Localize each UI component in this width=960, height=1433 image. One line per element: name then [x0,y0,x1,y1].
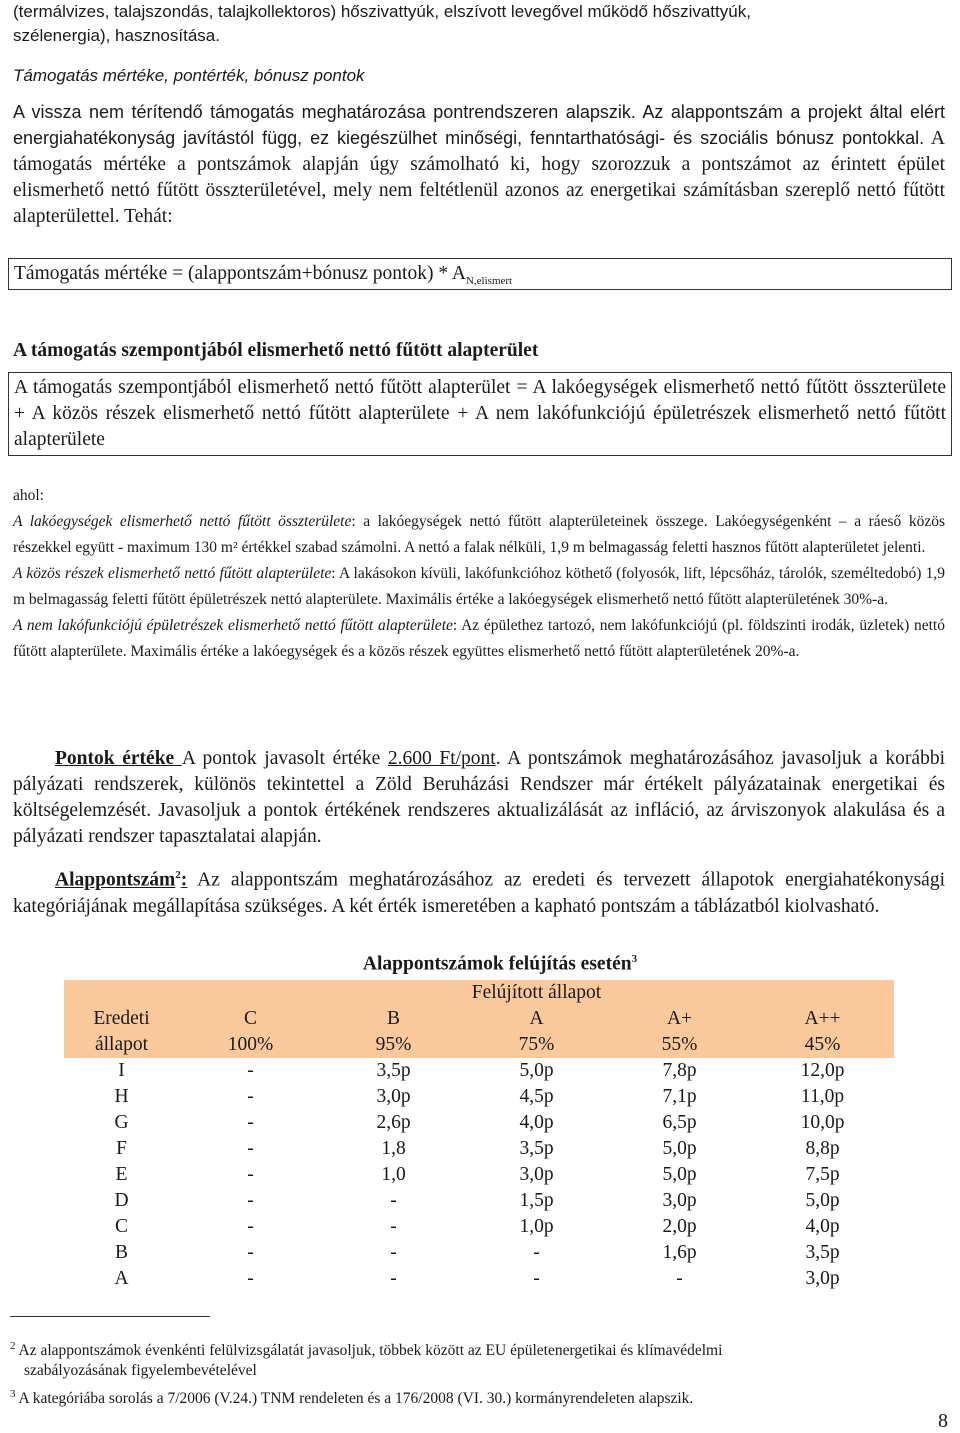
table-row-header-2: állapot [94,1034,149,1055]
table-cell: - [247,1164,254,1185]
table-col-header: A+ [666,1008,693,1029]
pontok-text-a: A pontok javasolt értéke [181,748,388,769]
table-cell: 11,0p [800,1086,845,1107]
alappontszam-colon: : [180,869,188,891]
table-cell: - [390,1216,397,1237]
table-title [0,953,960,976]
pontok-paragraph [13,746,945,850]
table-cell: - [247,1086,254,1107]
table-header-row-1 [64,980,894,1006]
table-cell: 12,0p [800,1060,845,1081]
table-row-category: D [114,1190,129,1211]
formula-box [8,258,952,290]
footnote-2-line-1: Az alappontszámok évenkénti felülvizsgálatát javasoljuk, többek között az EU épületenergetikai és klímavédelmi [18,1342,723,1360]
section-heading-alapterulet: A támogatás szempontjából elismerhető nettó fűtött alapterület [13,340,539,361]
table-cell: 1,6p [662,1242,697,1263]
footnote-2-line-2: szabályozásának figyelembevételével [24,1362,257,1380]
alappontszam-table [64,980,894,1292]
definition-1-term: A lakóegységek elismerhető nettó fűtött összterülete [13,513,352,530]
table-col-header: B [386,1008,400,1029]
formula-text: Támogatás mértéke = (alappontszám+bónusz pontok) * A [14,263,466,284]
table-percent: 75% [518,1034,555,1055]
alappontszam-footnote-ref: 2 [175,869,181,881]
pontok-label: Pontok értéke [55,748,182,769]
definitions-block [13,483,945,665]
table-row-category: G [114,1112,129,1133]
footnote-3-mark: 3 [10,1388,16,1400]
pontok-text-b: . A pontszámok meghatározásához javasoljuk a korábbi pályázati rendszerek, különös tekintettel a Zöld Beruházási Rendszer már értékelt pályázatainak energetikai és költségelemzését. Javasoljuk a pontok értékének rendszeres aktualizálását az infláció, az árviszonyok alakulása és a pályázati rendszer tapasztalatai alapján. [13,748,945,847]
table-row-category: B [114,1242,128,1263]
section-title-tamogatas: Támogatás mértéke, pontérték, bónusz pontok [13,66,365,85]
table-cell: 1,0 [381,1164,406,1185]
table-percent: 45% [804,1034,841,1055]
table-cell: - [247,1190,254,1211]
table-cell: 1,5p [519,1190,554,1211]
pontok-value: 2.600 Ft/pont [387,748,496,769]
table-row [64,1110,894,1136]
table-cell: - [247,1112,254,1133]
footnote-2-mark: 2 [10,1340,16,1352]
table-cell: 3,0p [376,1086,411,1107]
definition-1 [13,509,945,561]
alapterulet-box: A támogatás szempontjából elismerhető nettó fűtött alapterület = A lakóegységek elismerhető nettó fűtött összterülete + A közös részek elismerhető nettó fűtött alapterülete + A nem lakófunkciójú épületrészek elismerhető nettó fűtött alapterülete [8,372,952,456]
table-cell: 3,5p [519,1138,554,1159]
definition-2-term: A közös részek elismerhető nettó fűtött alapterülete [13,565,332,582]
definition-3-text: : Az épülethez tartozó, nem lakófunkciójú (pl. földszinti irodák, üzletek) nettó fűtött alapterülete. Maximális értéke a lakóegységek és a közös részek együttes elismerhető nettó fűtött alapterületének 20%-a. [13,617,945,660]
table-cell: 3,0p [662,1190,697,1211]
alappontszam-text: Az alappontszám meghatározásához az eredeti és tervezett állapotok energiahatékonysági kategóriájának megállapítása szükséges. A két érték ismeretében a kapható pontszám a táblázatból kiolvasható. [13,869,945,917]
definition-3 [13,613,945,665]
paragraph-sans-part: A vissza nem térítendő támogatás meghatározása pontrendszeren alapszik. Az alappontszám a projekt által elért energiahatékonyság javítástól függ, ez kiegészülhet minőségi, fenntarthatósági- és szociális bónusz pontokkal. [13,102,945,148]
section-paragraph [13,100,945,230]
table-cell: 7,5p [805,1164,840,1185]
table-cell: 3,5p [805,1242,840,1263]
table-cell: 7,1p [662,1086,697,1107]
table-cell: - [247,1216,254,1237]
footnote-3-text: A kategóriába sorolás a 7/2006 (V.24.) TNM rendeleten és a 176/2008 (VI. 30.) kormányrendeleten alapszik. [18,1390,694,1408]
paragraph-serif-part: A támogatás mértéke a pontszámok alapján úgy számolható ki, hogy szorozzuk a pontszámot az érintett épület elismerhető nettó fűtött összterületével, mely nem feltétlenül azonos az energetikai számításban szereplő nettó fűtött alapterülettel. Tehát: [13,128,945,227]
table-cell: - [390,1190,397,1211]
table-row-header-1: Eredeti [93,1008,150,1029]
intro-text [13,0,945,48]
table-title-footnote-ref: 3 [631,953,638,965]
table-cell: 7,8p [662,1060,697,1081]
table-cell: - [533,1242,540,1263]
table-row-category: F [116,1138,127,1159]
intro-line-2: szélenergia), hasznosítása. [13,26,220,45]
table-row [64,1214,894,1240]
table-cell: - [533,1268,540,1289]
table-cell: 8,8p [805,1138,840,1159]
definition-1-text: : a lakóegységek nettó fűtött alapterületeinek összege. Lakóegységenként – a ráeső közös részekkel együtt - maximum 130 m² értékkel szabad számolni. A nettó a falak nélküli, 1,9 m belmagasság feletti hasznos fűtött alapterületet jelenti. [13,513,945,556]
table-row [64,1266,894,1292]
definition-2-text: : A lakásokon kívüli, lakófunkcióhoz köthető (folyosók, lift, lépcsőház, tárolók, személtedobó) 1,9 m belmagasság feletti fűtött épületrészek nettó alapterülete. Maximális értéke a lakóegységek elismerhető nettó fűtött alapterületének 30%-a. [13,565,945,608]
table-row [64,1188,894,1214]
table-cell: - [247,1268,254,1289]
table-cell: - [247,1060,254,1081]
alappontszam-paragraph [13,862,945,920]
footnote-divider [10,1316,210,1317]
table-cell: 5,0p [662,1164,697,1185]
table-body [64,1058,894,1292]
table-percent: 100% [227,1034,274,1055]
table-header-row-2 [64,1006,894,1032]
table-header-corner [64,980,179,1006]
formula-subscript: N,elismert [465,274,513,287]
footnote-3 [10,1384,693,1409]
table-title-text: Alappontszámok felújítás esetén [362,953,632,975]
table-cell: 2,0p [662,1216,697,1237]
table-cell: 1,0p [519,1216,554,1237]
alappontszam-label: Alappontszám [55,869,176,891]
table-row [64,1162,894,1188]
table-col-header: A++ [804,1008,841,1029]
table-cell: 5,0p [805,1190,840,1211]
table-row [64,1084,894,1110]
table-row [64,1240,894,1266]
table-cell: 3,0p [519,1164,554,1185]
table-row [64,1136,894,1162]
table-row-category: E [115,1164,128,1185]
footnote-2 [10,1336,722,1381]
table-row-category: A [114,1268,129,1289]
table-percent: 55% [661,1034,698,1055]
table-group-header: Felújított állapot [471,982,602,1003]
intro-line-1: (termálvizes, talajszondás, talajkollektoros) hőszivattyúk, elszívott levegővel működő hőszivattyúk, [13,2,751,21]
table-row-category: H [114,1086,129,1107]
table-cell: - [247,1242,254,1263]
table-cell: 4,0p [519,1112,554,1133]
table-cell: 5,0p [519,1060,554,1081]
table-row-category: C [114,1216,128,1237]
page-number: 8 [938,1410,948,1432]
table-cell: 4,5p [519,1086,554,1107]
table-cell: 3,5p [376,1060,411,1081]
table-cell: 3,0p [805,1268,840,1289]
definition-3-term: A nem lakófunkciójú épületrészek elismerhető nettó fűtött alapterülete [13,617,453,634]
table-cell: - [676,1268,683,1289]
ahol-label: ahol: [13,487,44,504]
table-cell: - [390,1242,397,1263]
table-header-row-3 [64,1032,894,1058]
table-col-header: A [529,1008,544,1029]
table-cell: 10,0p [800,1112,845,1133]
table-cell: 6,5p [662,1112,697,1133]
table-cell: 1,8 [381,1138,406,1159]
table-col-header: C [243,1008,257,1029]
definition-2 [13,561,945,613]
table-cell: 5,0p [662,1138,697,1159]
table-cell: - [390,1268,397,1289]
table-row-category: I [118,1060,125,1081]
table-row [64,1058,894,1084]
table-cell: 4,0p [805,1216,840,1237]
table-cell: - [247,1138,254,1159]
table-cell: 2,6p [376,1112,411,1133]
table-percent: 95% [375,1034,412,1055]
